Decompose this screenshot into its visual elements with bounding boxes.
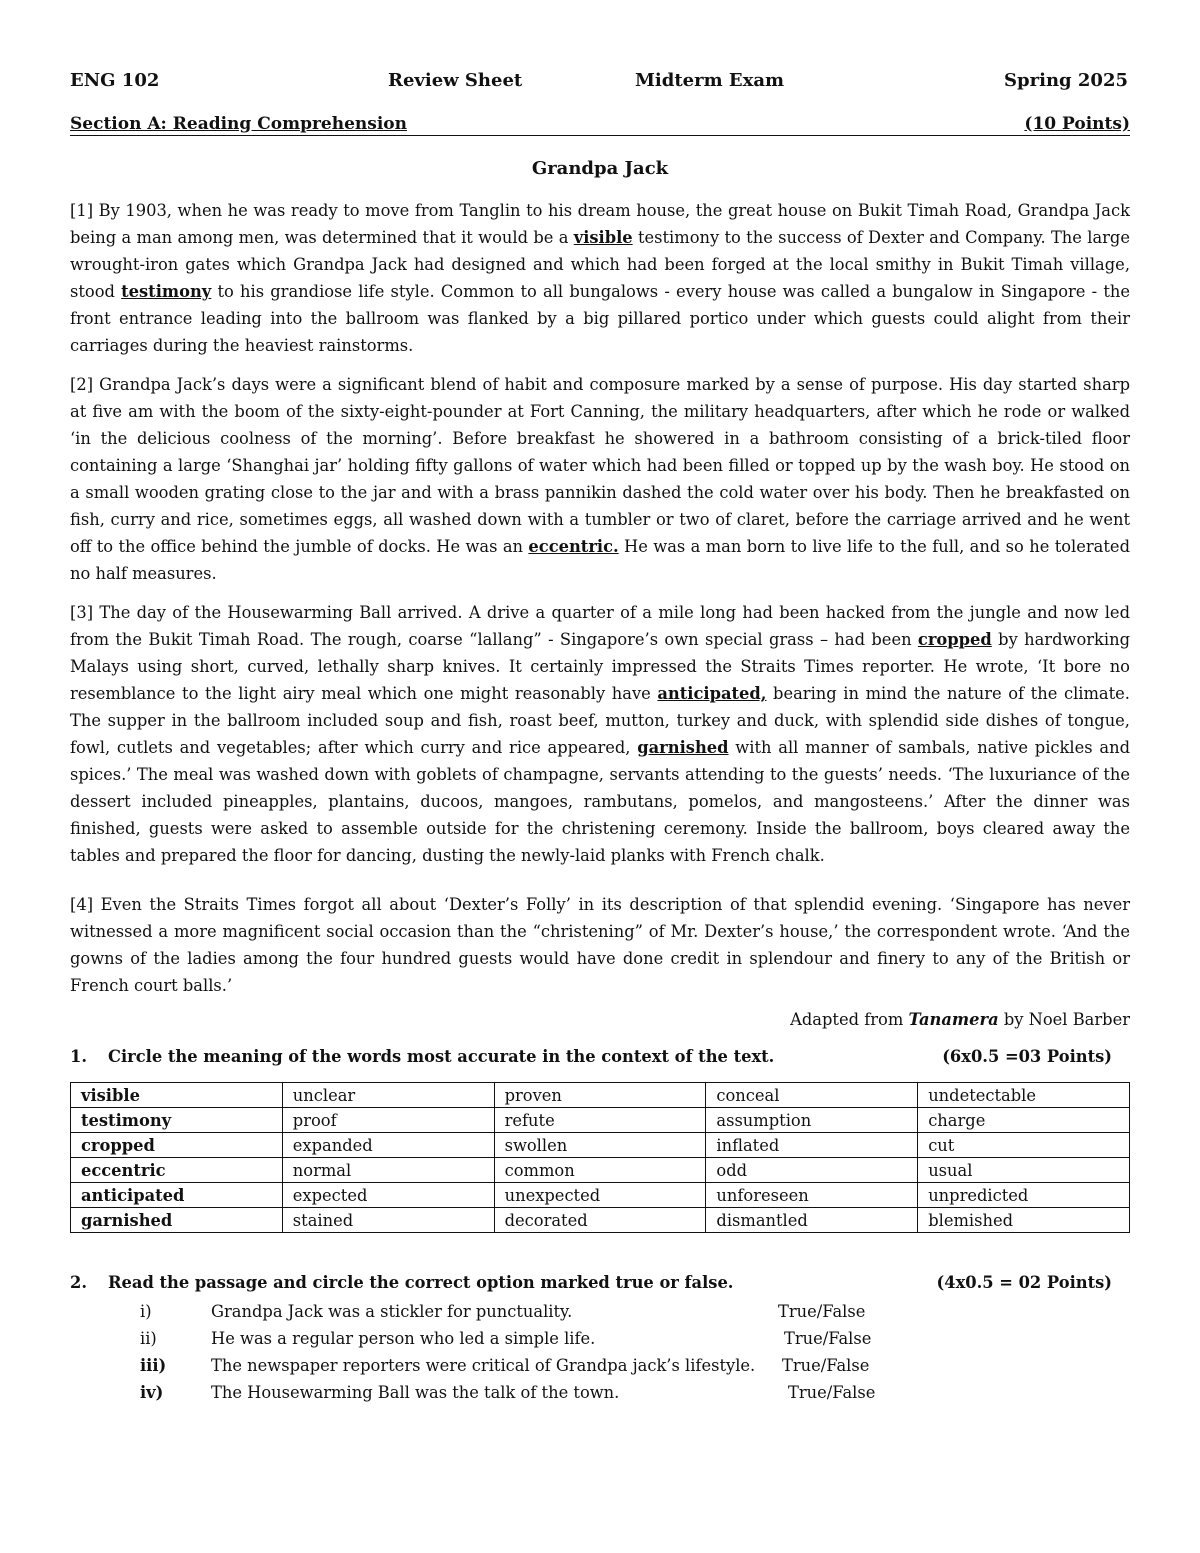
statement: The newspaper reporters were critical of Grandpa jack’s lifestyle. — [211, 1356, 756, 1375]
option-cell[interactable]: normal — [282, 1158, 494, 1183]
option-cell[interactable]: blemished — [918, 1208, 1130, 1233]
question-1-instruction: Circle the meaning of the words most accurate in the context of the text. — [108, 1047, 775, 1066]
target-word: visible — [71, 1083, 283, 1108]
option-cell[interactable]: charge — [918, 1108, 1130, 1133]
option-cell[interactable]: swollen — [494, 1133, 706, 1158]
table-row — [71, 1183, 1130, 1208]
option-cell[interactable]: usual — [918, 1158, 1130, 1183]
option-cell[interactable]: proof — [282, 1108, 494, 1133]
statement: The Housewarming Ball was the talk of the town. — [211, 1383, 620, 1402]
source-attribution: Adapted from Tanamera by Noel Barber — [790, 1010, 1130, 1029]
option-cell[interactable]: decorated — [494, 1208, 706, 1233]
question-1-heading — [70, 1047, 1130, 1066]
table-row — [71, 1158, 1130, 1183]
option-cell[interactable]: unforeseen — [706, 1183, 918, 1208]
table-row — [71, 1083, 1130, 1108]
question-2-instruction: Read the passage and circle the correct option marked true or false. — [108, 1273, 734, 1292]
target-word: garnished — [71, 1208, 283, 1233]
table-row — [71, 1108, 1130, 1133]
list-item — [70, 1352, 1130, 1379]
paragraph-3: [3] The day of the Housewarming Ball arrived. A drive a quarter of a mile long had been hacked from the jungle and now led from the Bukit Timah Road. The rough, coarse “lallang” - Singapore’s own special grass – had been cropped by hardworking Malays using short, curved, lethally sharp knives. It certainly impressed the Straits Times reporter. He wrote, ‘It bore no resemblance to the light airy meal which one might reasonably have anticipated, bearing in mind the nature of the climate. The supper in the ballroom included soup and fish, roast beef, mutton, turkey and duck, with splendid side dishes of tongue, fowl, cutlets and vegetables; after which curry and rice appeared, garnished with all manner of sambals, native pickles and spices.’ The meal was washed down with goblets of champagne, servants attending to the guests’ needs. ‘The luxuriance of the dessert included pineapples, plantains, ducoos, mangoes, rambutans, pomelos, and mangosteens.’ After the dinner was finished, guests were asked to assemble outside for the christening ceremony. Inside the ballroom, boys cleared away the tables and prepared the floor for dancing, dusting the newly-laid planks with French chalk. — [70, 603, 1131, 865]
paragraph-4: [4] Even the Straits Times forgot all about ‘Dexter’s Folly’ in its description of that splendid evening. ‘Singapore has never witnessed a more magnificent social occasion than the “christening” of Mr. Dexter’s house,’ the correspondent wrote. ‘And the gowns of the ladies among the four hundred guests would have done credit in splendour and finery to any of the British or French court balls.’ — [70, 895, 1130, 995]
exam-name: Midterm Exam — [635, 70, 785, 91]
statement: Grandpa Jack was a stickler for punctuality. — [211, 1302, 573, 1321]
target-word: testimony — [71, 1108, 283, 1133]
option-cell[interactable]: unpredicted — [918, 1183, 1130, 1208]
keyword-garnished: garnished — [637, 738, 729, 757]
keyword-anticipated: anticipated, — [657, 684, 767, 703]
exam-page — [70, 70, 1130, 1406]
option-cell[interactable]: cut — [918, 1133, 1130, 1158]
sheet-type: Review Sheet — [388, 70, 523, 91]
paragraph-1: [1] By 1903, when he was ready to move from Tanglin to his dream house, the great house on Bukit Timah Road, Grandpa Jack being a man among men, was determined that it would be a visible testimony to the success of Dexter and Company. The large wrought-iron gates which Grandpa Jack had designed and which had been forged at the local smithy in Bukit Timah village, stood testimony to his grandiose life style. Common to all bungalows - every house was called a bungalow in Singapore - the front entrance leading into the ballroom was flanked by a big pillared portico under which guests could alight from their carriages during the heaviest rainstorms. — [70, 201, 1130, 355]
option-cell[interactable]: undetectable — [918, 1083, 1130, 1108]
option-cell[interactable]: unclear — [282, 1083, 494, 1108]
true-false-option[interactable]: True/False — [788, 1383, 876, 1402]
option-cell[interactable]: expected — [282, 1183, 494, 1208]
keyword-visible: visible — [573, 228, 633, 247]
keyword-testimony: testimony — [121, 282, 212, 301]
paragraph-2: [2] Grandpa Jack’s days were a significant blend of habit and composure marked by a sense of purpose. His day started sharp at five am with the boom of the sixty-eight-pounder at Fort Canning, the military headquarters, after which he rode or walked ‘in the delicious coolness of the morning’. Before breakfast he showered in a bathroom consisting of a brick-tiled floor containing a large ‘Shanghai jar’ holding fifty gallons of water which had been filled or topped up by the wash boy. He stood on a small wooden grating close to the jar and with a brass pannikin dashed the cold water over his body. Then he breakfasted on fish, curry and rice, sometimes eggs, all washed down with a tumbler or two of claret, before the carriage arrived and he went off to the office behind the jumble of docks. He was an eccentric. He was a man born to live life to the full, and so he tolerated no half measures. — [70, 375, 1130, 583]
question-1-points: (6x0.5 =03 Points) — [942, 1047, 1112, 1066]
target-word: cropped — [71, 1133, 283, 1158]
passage-title: Grandpa Jack — [531, 158, 669, 179]
option-cell[interactable]: stained — [282, 1208, 494, 1233]
item-number: i) — [140, 1302, 152, 1321]
table-row — [71, 1208, 1130, 1233]
option-cell[interactable]: refute — [494, 1108, 706, 1133]
option-cell[interactable]: conceal — [706, 1083, 918, 1108]
option-cell[interactable]: common — [494, 1158, 706, 1183]
true-false-option[interactable]: True/False — [778, 1302, 866, 1321]
document-header — [70, 70, 1130, 100]
vocabulary-table — [70, 1082, 1130, 1233]
true-false-option[interactable]: True/False — [784, 1329, 872, 1348]
list-item — [70, 1298, 1130, 1325]
question-1-number: 1. — [70, 1047, 87, 1066]
keyword-cropped: cropped — [917, 630, 992, 649]
keyword-eccentric: eccentric. — [528, 537, 619, 556]
table-row — [71, 1133, 1130, 1158]
question-2-points: (4x0.5 = 02 Points) — [936, 1273, 1112, 1292]
statement: He was a regular person who led a simple life. — [211, 1329, 596, 1348]
book-title: Tanamera — [908, 1010, 999, 1029]
term: Spring 2025 — [1004, 70, 1128, 91]
option-cell[interactable]: inflated — [706, 1133, 918, 1158]
target-word: anticipated — [71, 1183, 283, 1208]
course-code: ENG 102 — [70, 70, 160, 91]
question-2-number: 2. — [70, 1273, 87, 1292]
true-false-list — [70, 1298, 1130, 1406]
list-item — [70, 1379, 1130, 1406]
item-number: iv) — [140, 1383, 164, 1402]
section-points: (10 Points) — [1024, 114, 1130, 134]
option-cell[interactable]: assumption — [706, 1108, 918, 1133]
option-cell[interactable]: proven — [494, 1083, 706, 1108]
true-false-option[interactable]: True/False — [782, 1356, 870, 1375]
item-number: ii) — [140, 1329, 157, 1348]
option-cell[interactable]: dismantled — [706, 1208, 918, 1233]
target-word: eccentric — [71, 1158, 283, 1183]
option-cell[interactable]: expanded — [282, 1133, 494, 1158]
section-heading — [70, 114, 1130, 136]
option-cell[interactable]: unexpected — [494, 1183, 706, 1208]
list-item — [70, 1325, 1130, 1352]
item-number: iii) — [140, 1356, 167, 1375]
section-title: Section A: Reading Comprehension — [70, 114, 408, 134]
question-2-heading — [70, 1273, 1130, 1292]
option-cell[interactable]: odd — [706, 1158, 918, 1183]
